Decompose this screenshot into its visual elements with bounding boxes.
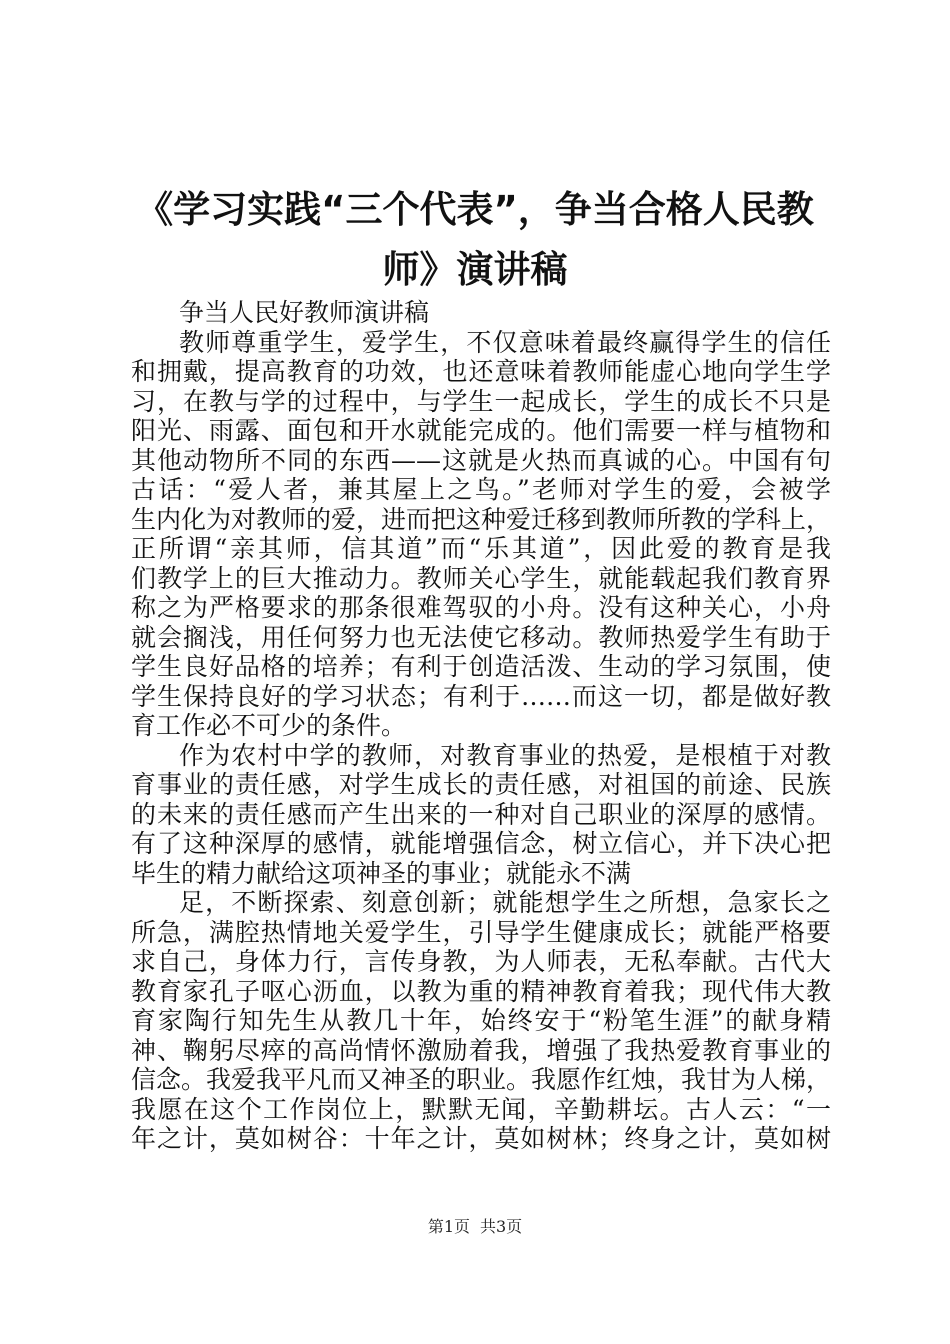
body-line: 育家陶行知先生从教几十年，始终安于“粉笔生涯”的献身精 [131,1006,831,1035]
body-line: 足，不断探索、刻意创新；就能想学生之所想，急家长之 [179,888,831,917]
page-total: 共3页 [480,1217,523,1236]
body-line: 育工作必不可少的条件。 [131,711,407,740]
body-line: 我愿在这个工作岗位上，默默无闻，辛勤耕坛。古人云：“一 [131,1094,831,1124]
document-title-line-1: 《学习实践“三个代表”，争当合格人民教 [136,188,814,231]
body-line: 学生保持良好的学习状态；有利于……而这一切，都是做好教 [131,681,831,711]
body-line: 教育家孔子呕心沥血，以教为重的精神教育着我；现代伟大教 [131,976,831,1006]
body-line: 年之计，莫如树谷：十年之计，莫如树林；终身之计，莫如树 [131,1124,831,1153]
body-line: 求自己，身体力行，言传身教，为人师表，无私奉献。古代大 [131,947,831,976]
document-body [131,298,831,1154]
page-number: 第1页 [427,1217,470,1236]
document-title-line-2: 师》演讲稿 [382,248,568,291]
body-line: 生内化为对教师的爱，进而把这种爱迁移到教师所教的学科上， [131,504,831,534]
body-line: 育事业的责任感，对学生成长的责任感，对祖国的前途、民族 [131,770,831,799]
body-line: 的未来的责任感而产生出来的一种对自己职业的深厚的感情。 [131,799,831,829]
body-line: 习，在教与学的过程中，与学生一起成长，学生的成长不只是 [131,386,831,416]
body-line: 其他动物所不同的东西——这就是火热而真诚的心。中国有句 [131,445,831,475]
page-footer [0,1214,950,1237]
body-line: 古话：“爱人者，兼其屋上之鸟。”老师对学生的爱，会被学 [131,475,831,504]
body-line: 学生良好品格的培养；有利于创造活泼、生动的学习氛围，使 [131,652,831,681]
body-line: 毕生的精力献给这项神圣的事业；就能永不满 [131,858,632,888]
subtitle-line: 争当人民好教师演讲稿 [179,298,430,327]
body-line: 有了这种深厚的感情，就能增强信念，树立信心，并下决心把 [131,829,831,858]
body-line: 正所谓“亲其师，信其道”而“乐其道”，因此爱的教育是我 [131,534,831,563]
body-line: 称之为严格要求的那条很难驾驭的小舟。没有这种关心，小舟 [131,593,831,622]
body-line: 信念。我爱我平凡而又神圣的职业。我愿作红烛，我甘为人梯， [131,1065,831,1094]
body-line: 们教学上的巨大推动力。教师关心学生，就能载起我们教育界 [131,563,831,593]
body-line: 和拥戴，提高教育的功效，也还意味着教师能虚心地向学生学 [131,357,831,386]
body-line: 作为农村中学的教师，对教育事业的热爱，是根植于对教 [179,740,831,770]
body-line: 教师尊重学生，爱学生，不仅意味着最终赢得学生的信任 [179,327,831,357]
body-line: 所急，满腔热情地关爱学生，引导学生健康成长；就能严格要 [131,917,831,947]
body-line: 就会搁浅，用任何努力也无法使它移动。教师热爱学生有助于 [131,622,831,652]
body-line: 神、鞠躬尽瘁的高尚情怀激励着我，增强了我热爱教育事业的 [131,1035,831,1065]
body-line: 阳光、雨露、面包和开水就能完成的。他们需要一样与植物和 [131,416,831,445]
